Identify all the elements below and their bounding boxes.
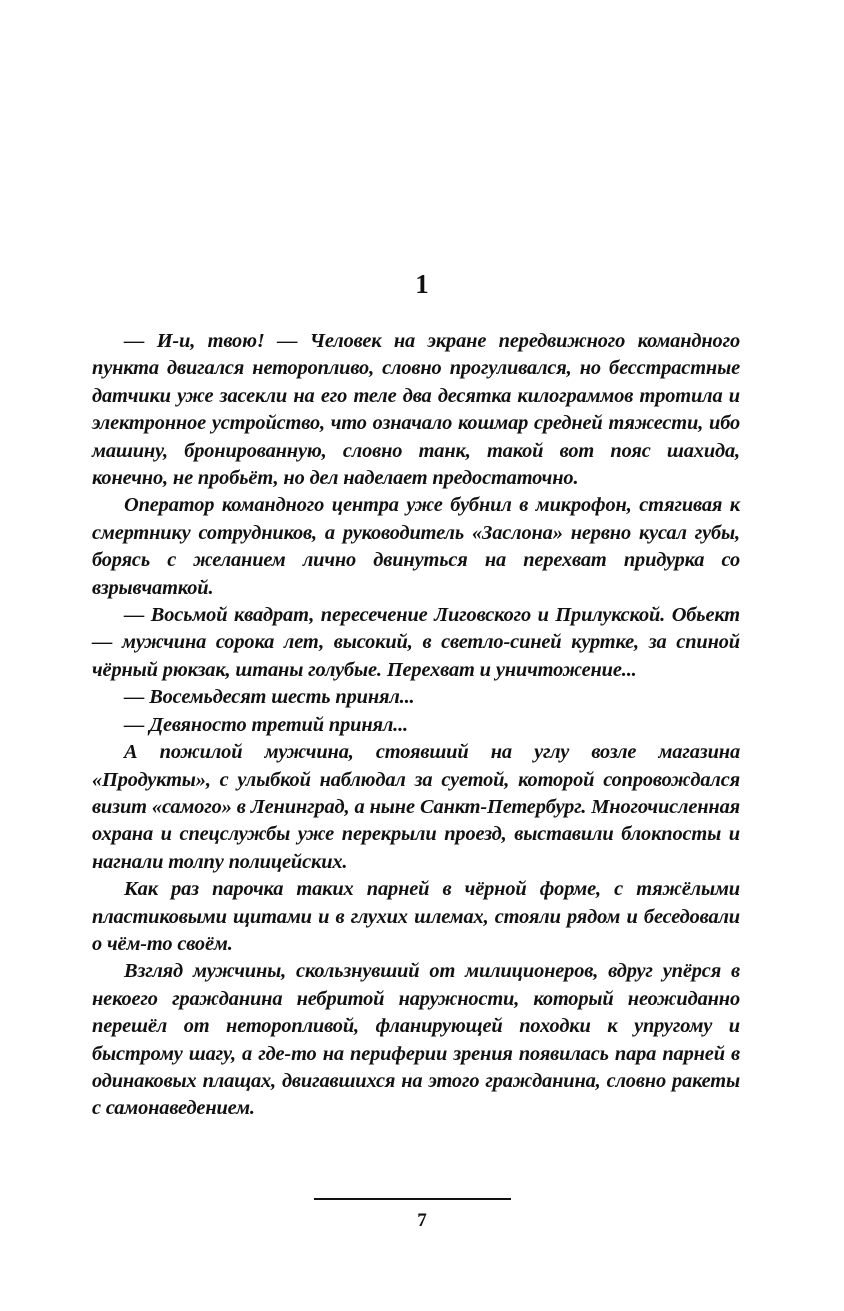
paragraph: — Восемьдесят шесть принял... (124, 686, 415, 709)
paragraph: Оператор командного центра уже бубнил в микрофон, стягивая к смертнику сотрудников, а руководитель «Заслона» нервно кусал губы, борясь с желанием лично двинуться на перехват придурка со взрывчаткой. (92, 494, 740, 599)
paragraph: А пожилой мужчина, стоявший на углу возле магазина «Продукты», с улыбкой наблюдал за суетой, которой сопровождался визит «самого» в Ленинград, а ныне Санкт-Петербург. Многочисленная охрана и спецслужбы уже перекрыли проезд, выставили блокпосты и нагнали толпу полицейских. (92, 741, 740, 873)
paragraph: — Девяносто третий принял... (124, 713, 408, 736)
footer-rule (314, 1198, 511, 1200)
page-number: 7 (417, 1210, 427, 1231)
paragraph: Взгляд мужчины, скользнувший от милиционеров, вдруг упёрся в некоего гражданина небритой наружности, который неожиданно перешёл от неторопливой, фланирующей походки к упругому и быстрому шагу, а где-то на периферии зрения появилась пара парней в одинаковых плащах, двигавшихся на этого гражданина, словно ракеты с самонаведением. (92, 960, 740, 1120)
body-text (92, 328, 740, 1123)
paragraph: — И-и, твою! — Человек на экране передвижного командного пункта двигался неторопливо, словно прогуливался, но бесстрастные датчики уже засекли на его теле два десятка килограммов тротила и электронное устройство, что означало кошмар средней тяжести, ибо машину, бронированную, словно танк, такой вот пояс шахида, конечно, не пробьёт, но дел наделает предостаточно. (92, 330, 740, 490)
chapter-number: 1 (415, 269, 429, 299)
paragraph: — Восьмой квадрат, пересечение Лиговского и Прилукской. Обьект — мужчина сорока лет, высокий, в светло-синей куртке, за спиной чёрный рюкзак, штаны голубые. Перехват и уничтожение... (92, 604, 740, 681)
paragraph: Как раз парочка таких парней в чёрной форме, с тяжёлыми пластиковыми щитами и в глухих шлемах, стояли рядом и беседовали о чём-то своём. (92, 878, 740, 955)
